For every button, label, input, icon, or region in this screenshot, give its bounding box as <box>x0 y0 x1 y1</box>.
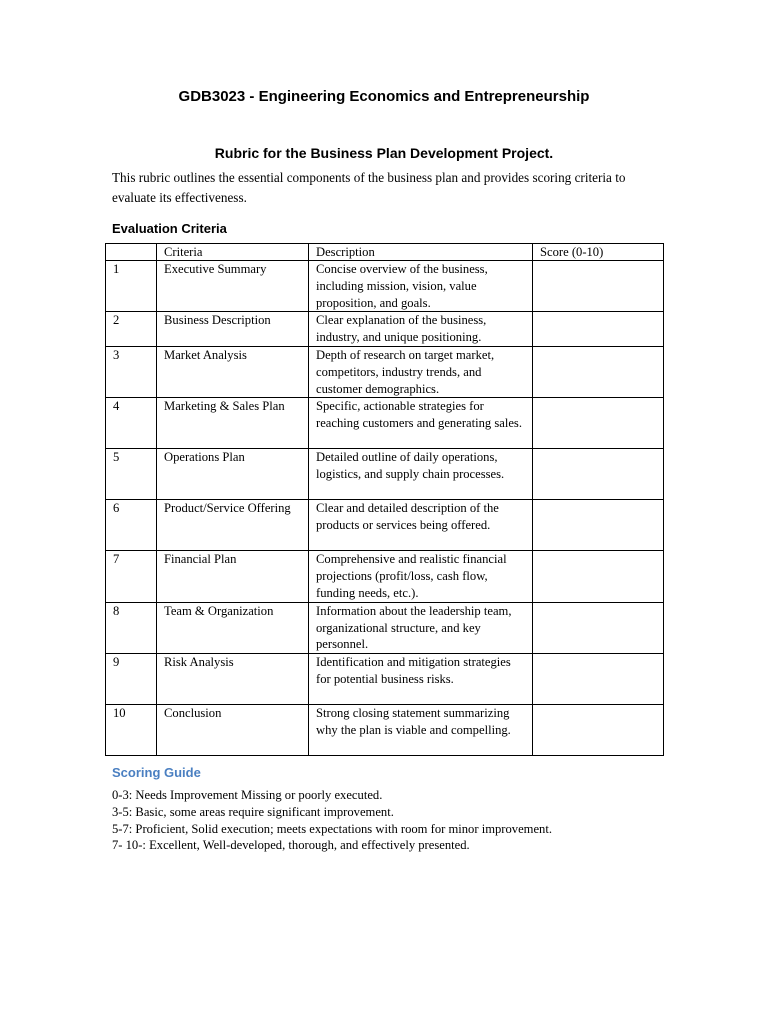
row-number: 6 <box>106 500 157 551</box>
row-description: Concise overview of the business, including mission, vision, value proposition, and goals. <box>309 261 533 312</box>
table-row <box>106 312 664 347</box>
row-criteria: Team & Organization <box>157 602 309 653</box>
header-description: Description <box>309 244 533 261</box>
row-description: Identification and mitigation strategies for potential business risks. <box>309 654 533 705</box>
row-score[interactable] <box>533 500 664 551</box>
row-number: 8 <box>106 602 157 653</box>
table-row <box>106 398 664 449</box>
rubric-table <box>105 243 664 756</box>
table-row <box>106 705 664 756</box>
row-score[interactable] <box>533 398 664 449</box>
row-score[interactable] <box>533 602 664 653</box>
row-score[interactable] <box>533 261 664 312</box>
header-number <box>106 244 157 261</box>
scoring-item: 7- 10-: Excellent, Well-developed, thorough, and effectively presented. <box>112 838 470 853</box>
row-score[interactable] <box>533 449 664 500</box>
table-row <box>106 551 664 602</box>
row-number: 9 <box>106 654 157 705</box>
row-description: Strong closing statement summarizing why the plan is viable and compelling. <box>309 705 533 756</box>
row-criteria: Operations Plan <box>157 449 309 500</box>
scoring-guide-list <box>112 787 672 854</box>
row-number: 7 <box>106 551 157 602</box>
table-header-row <box>106 244 664 261</box>
scoring-guide-heading: Scoring Guide <box>112 765 201 780</box>
row-number: 1 <box>106 261 157 312</box>
row-score[interactable] <box>533 312 664 347</box>
row-score[interactable] <box>533 346 664 397</box>
row-description: Specific, actionable strategies for reaching customers and generating sales. <box>309 398 533 449</box>
row-number: 10 <box>106 705 157 756</box>
row-description: Clear explanation of the business, industry, and unique positioning. <box>309 312 533 347</box>
row-criteria: Product/Service Offering <box>157 500 309 551</box>
row-criteria: Executive Summary <box>157 261 309 312</box>
table-row <box>106 500 664 551</box>
table-row <box>106 602 664 653</box>
row-criteria: Risk Analysis <box>157 654 309 705</box>
intro-paragraph: This rubric outlines the essential components of the business plan and provides scoring criteria to evaluate its effectiveness. <box>112 170 626 205</box>
row-number: 3 <box>106 346 157 397</box>
row-score[interactable] <box>533 551 664 602</box>
evaluation-criteria-heading: Evaluation Criteria <box>112 221 227 236</box>
row-number: 5 <box>106 449 157 500</box>
row-description: Comprehensive and realistic financial projections (profit/loss, cash flow, funding needs, etc.). <box>309 551 533 602</box>
row-criteria: Financial Plan <box>157 551 309 602</box>
row-criteria: Business Description <box>157 312 309 347</box>
scoring-item: 5-7: Proficient, Solid execution; meets expectations with room for minor improvement. <box>112 821 552 836</box>
row-criteria: Conclusion <box>157 705 309 756</box>
row-number: 4 <box>106 398 157 449</box>
row-description: Detailed outline of daily operations, logistics, and supply chain processes. <box>309 449 533 500</box>
row-description: Clear and detailed description of the products or services being offered. <box>309 500 533 551</box>
row-description: Depth of research on target market, competitors, industry trends, and customer demographics. <box>309 346 533 397</box>
course-title: GDB3023 - Engineering Economics and Entrepreneurship <box>178 88 590 105</box>
row-description: Information about the leadership team, organizational structure, and key personnel. <box>309 602 533 653</box>
row-criteria: Market Analysis <box>157 346 309 397</box>
header-criteria: Criteria <box>157 244 309 261</box>
table-row <box>106 261 664 312</box>
table-row <box>106 449 664 500</box>
table-row <box>106 654 664 705</box>
table-row <box>106 346 664 397</box>
row-score[interactable] <box>533 705 664 756</box>
scoring-item: 0-3: Needs Improvement Missing or poorly executed. <box>112 788 383 802</box>
row-criteria: Marketing & Sales Plan <box>157 398 309 449</box>
row-number: 2 <box>106 312 157 347</box>
scoring-item: 3-5: Basic, some areas require significant improvement. <box>112 804 394 819</box>
header-score: Score (0-10) <box>533 244 664 261</box>
row-score[interactable] <box>533 654 664 705</box>
rubric-title: Rubric for the Business Plan Development Project. <box>214 145 554 161</box>
